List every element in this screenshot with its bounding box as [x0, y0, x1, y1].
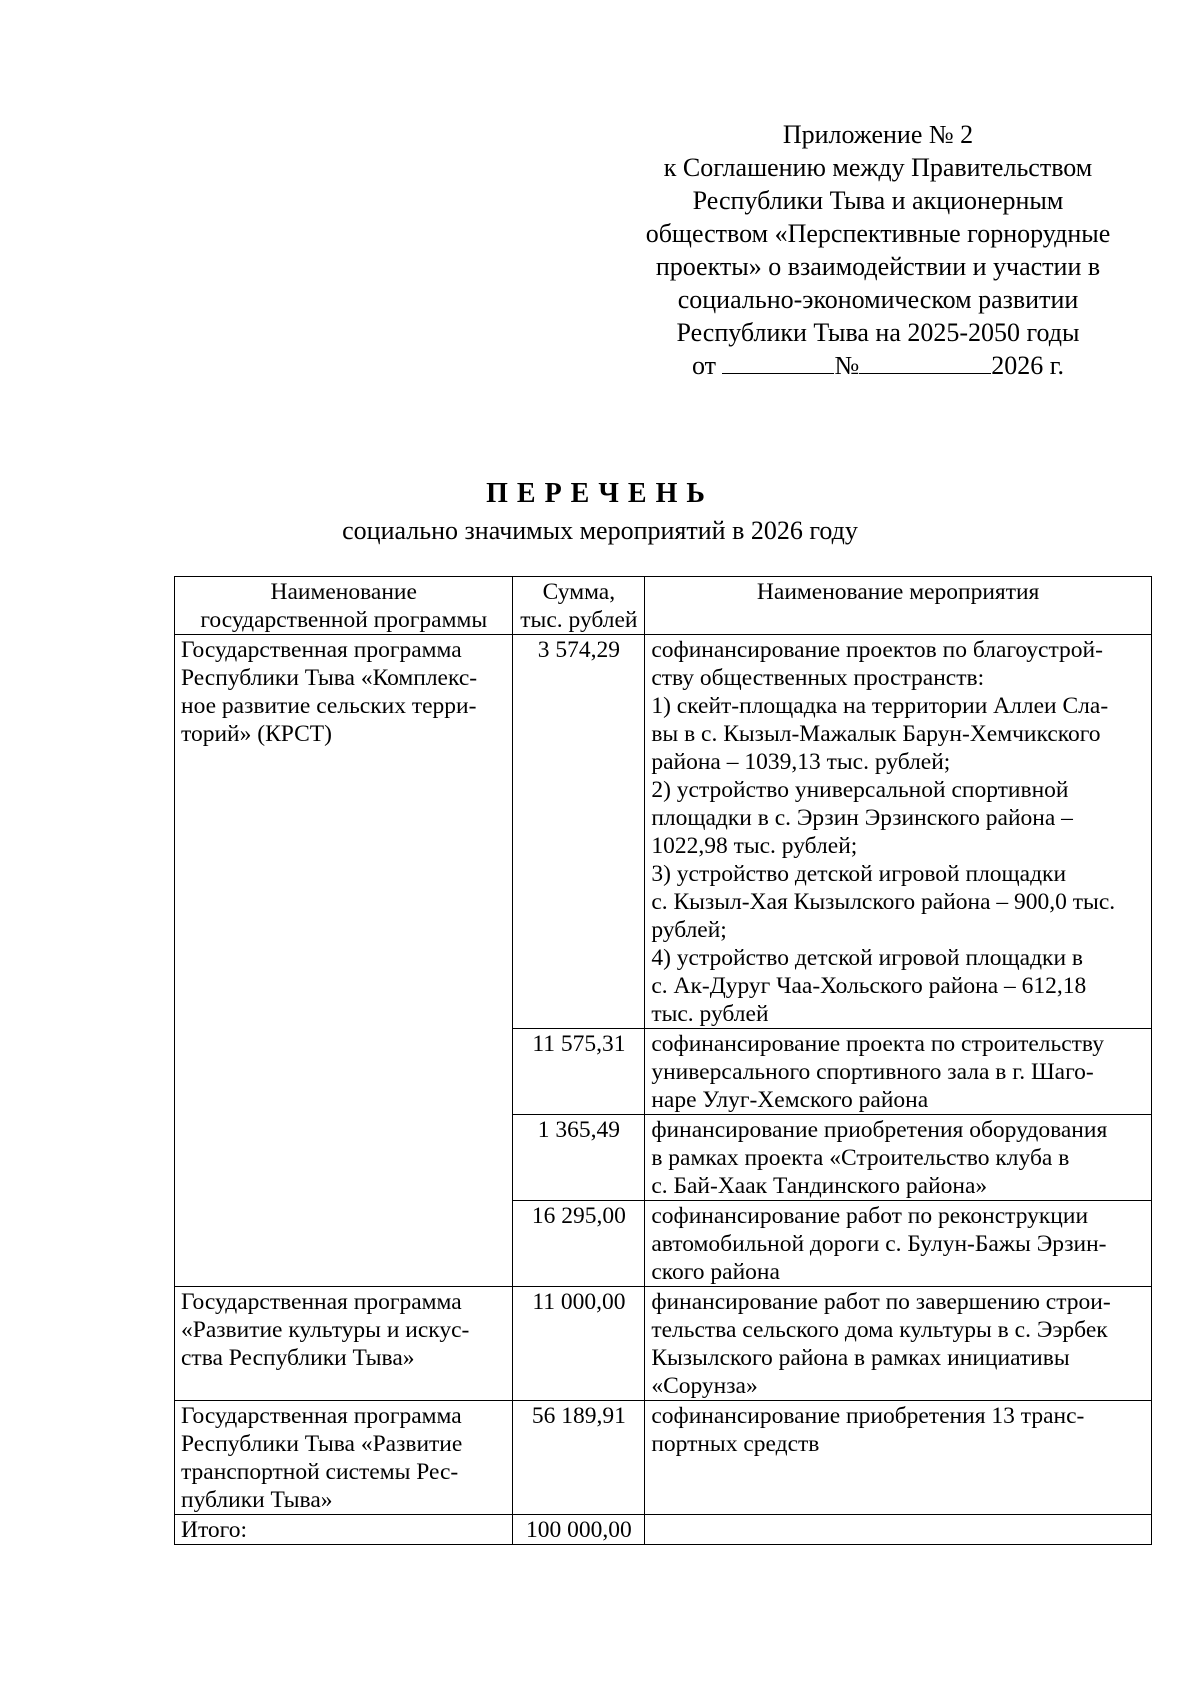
table-row: [175, 1029, 1152, 1115]
header-amount: [513, 577, 645, 635]
text-line: транспортной системы Рес-: [181, 1459, 459, 1485]
text-line: финансирование работ по завершению строи-: [651, 1289, 1111, 1315]
event-cell: [645, 635, 1152, 1029]
text-line: 3) устройство детской игровой площадки: [651, 861, 1067, 887]
text-line: Республики Тыва «Комплекс-: [181, 665, 478, 691]
amount-cell: 3 574,29: [513, 635, 645, 1029]
text-line: автомобильной дороги с. Булун-Бажы Эрзин-: [651, 1231, 1107, 1257]
number-sign: №: [834, 351, 860, 380]
program-name-culture: [175, 1287, 513, 1401]
text-line: в рамках проекта «Строительство клуба в: [651, 1145, 1070, 1171]
total-amount: 100 000,00: [513, 1515, 645, 1545]
text-line: государственной программы: [200, 607, 488, 633]
text-line: Государственная программа: [181, 1403, 462, 1429]
text-line: софинансирование проекта по строительству: [651, 1031, 1104, 1057]
event-cell: [645, 1029, 1152, 1115]
text-line: тельства сельского дома культуры в с. Ээрбек: [651, 1317, 1108, 1343]
text-line: софинансирование приобретения 13 транс-: [651, 1403, 1085, 1429]
total-event: [645, 1515, 1152, 1545]
text-line: наре Улуг-Хемского района: [651, 1087, 929, 1113]
text-line: с. Кызыл-Хая Кызылского района – 900,0 тыс.: [651, 889, 1116, 915]
text-line: ства Республики Тыва»: [181, 1345, 415, 1371]
text-line: портных средств: [651, 1431, 820, 1457]
program-name-continuation: [175, 1115, 513, 1201]
text-line: «Развитие культуры и искус-: [181, 1317, 470, 1343]
table-row: [175, 1401, 1152, 1515]
events-table: [174, 576, 1152, 1545]
amount-cell: 1 365,49: [513, 1115, 645, 1201]
amount-cell: 11 000,00: [513, 1287, 645, 1401]
text-line: рублей;: [651, 917, 727, 943]
date-year: 2026 г.: [991, 351, 1065, 380]
text-line: финансирование приобретения оборудования: [651, 1117, 1108, 1143]
appendix-line: обществом «Перспективные горнорудные: [645, 219, 1111, 248]
text-line: торий» (КРСТ): [181, 721, 332, 747]
page-title: ПЕРЕЧЕНЬ: [486, 478, 714, 509]
total-row: [175, 1515, 1152, 1545]
text-line: площадки в с. Эрзин Эрзинского района –: [651, 805, 1073, 831]
table-row: [175, 1115, 1152, 1201]
table-row: [175, 1201, 1152, 1287]
table-row: [175, 635, 1152, 1029]
appendix-date-line: [628, 349, 1128, 382]
event-cell: [645, 1115, 1152, 1201]
text-line: 1022,98 тыс. рублей;: [651, 833, 858, 859]
text-line: софинансирование проектов по благоустрой-: [651, 637, 1103, 663]
program-name-transport: [175, 1401, 513, 1515]
text-line: 4) устройство детской игровой площадки в: [651, 945, 1083, 971]
text-line: Сумма,: [542, 579, 616, 605]
total-label: Итого:: [175, 1515, 513, 1545]
number-blank: [859, 349, 991, 374]
date-blank: [722, 349, 834, 374]
text-line: Государственная программа: [181, 1289, 462, 1315]
program-name-continuation: [175, 1201, 513, 1287]
header-event: Наименование мероприятия: [645, 577, 1152, 635]
event-cell: [645, 1201, 1152, 1287]
appendix-line: Республики Тыва и акционерным: [692, 186, 1064, 215]
text-line: универсального спортивного зала в г. Шаго-: [651, 1059, 1094, 1085]
table-row: [175, 1287, 1152, 1401]
text-line: Государственная программа: [181, 637, 462, 663]
event-cell: [645, 1287, 1152, 1401]
text-line: тыс. рублей: [651, 1001, 769, 1027]
text-line: с. Ак-Дуруг Чаа-Хольского района – 612,18: [651, 973, 1087, 999]
text-line: ству общественных пространств:: [651, 665, 985, 691]
appendix-line: социально-экономическом развитии: [677, 285, 1079, 314]
amount-cell: 56 189,91: [513, 1401, 645, 1515]
program-name-krst: [175, 635, 513, 1029]
text-line: 1) скейт-площадка на территории Аллеи Сла-: [651, 693, 1109, 719]
text-line: района – 1039,13 тыс. рублей;: [651, 749, 951, 775]
appendix-line: Республики Тыва на 2025-2050 годы: [676, 318, 1080, 347]
text-line: публики Тыва»: [181, 1487, 333, 1513]
amount-cell: 11 575,31: [513, 1029, 645, 1115]
text-line: с. Бай-Хаак Тандинского района»: [651, 1173, 988, 1199]
text-line: 2) устройство универсальной спортивной: [651, 777, 1069, 803]
text-line: «Сорунза»: [651, 1373, 758, 1399]
text-line: ского района: [651, 1259, 780, 1285]
event-cell: [645, 1401, 1152, 1515]
table-header-row: [175, 577, 1152, 635]
program-name-continuation: [175, 1029, 513, 1115]
appendix-header: [628, 118, 1128, 382]
appendix-line: Приложение № 2: [782, 120, 974, 149]
amount-cell: 16 295,00: [513, 1201, 645, 1287]
page-subtitle: социально значимых мероприятий в 2026 году: [342, 516, 858, 545]
text-line: Республики Тыва «Развитие: [181, 1431, 463, 1457]
appendix-line: к Соглашению между Правительством: [663, 153, 1093, 182]
header-program: [175, 577, 513, 635]
appendix-line: проекты» о взаимодействии и участии в: [655, 252, 1101, 281]
text-line: тыс. рублей: [520, 607, 638, 633]
text-line: Кызылского района в рамках инициативы: [651, 1345, 1070, 1371]
date-prefix: от: [691, 351, 716, 380]
text-line: софинансирование работ по реконструкции: [651, 1203, 1089, 1229]
text-line: вы в с. Кызыл-Мажалык Барун-Хемчикского: [651, 721, 1101, 747]
text-line: ное развитие сельских терри-: [181, 693, 477, 719]
text-line: Наименование: [270, 579, 417, 605]
